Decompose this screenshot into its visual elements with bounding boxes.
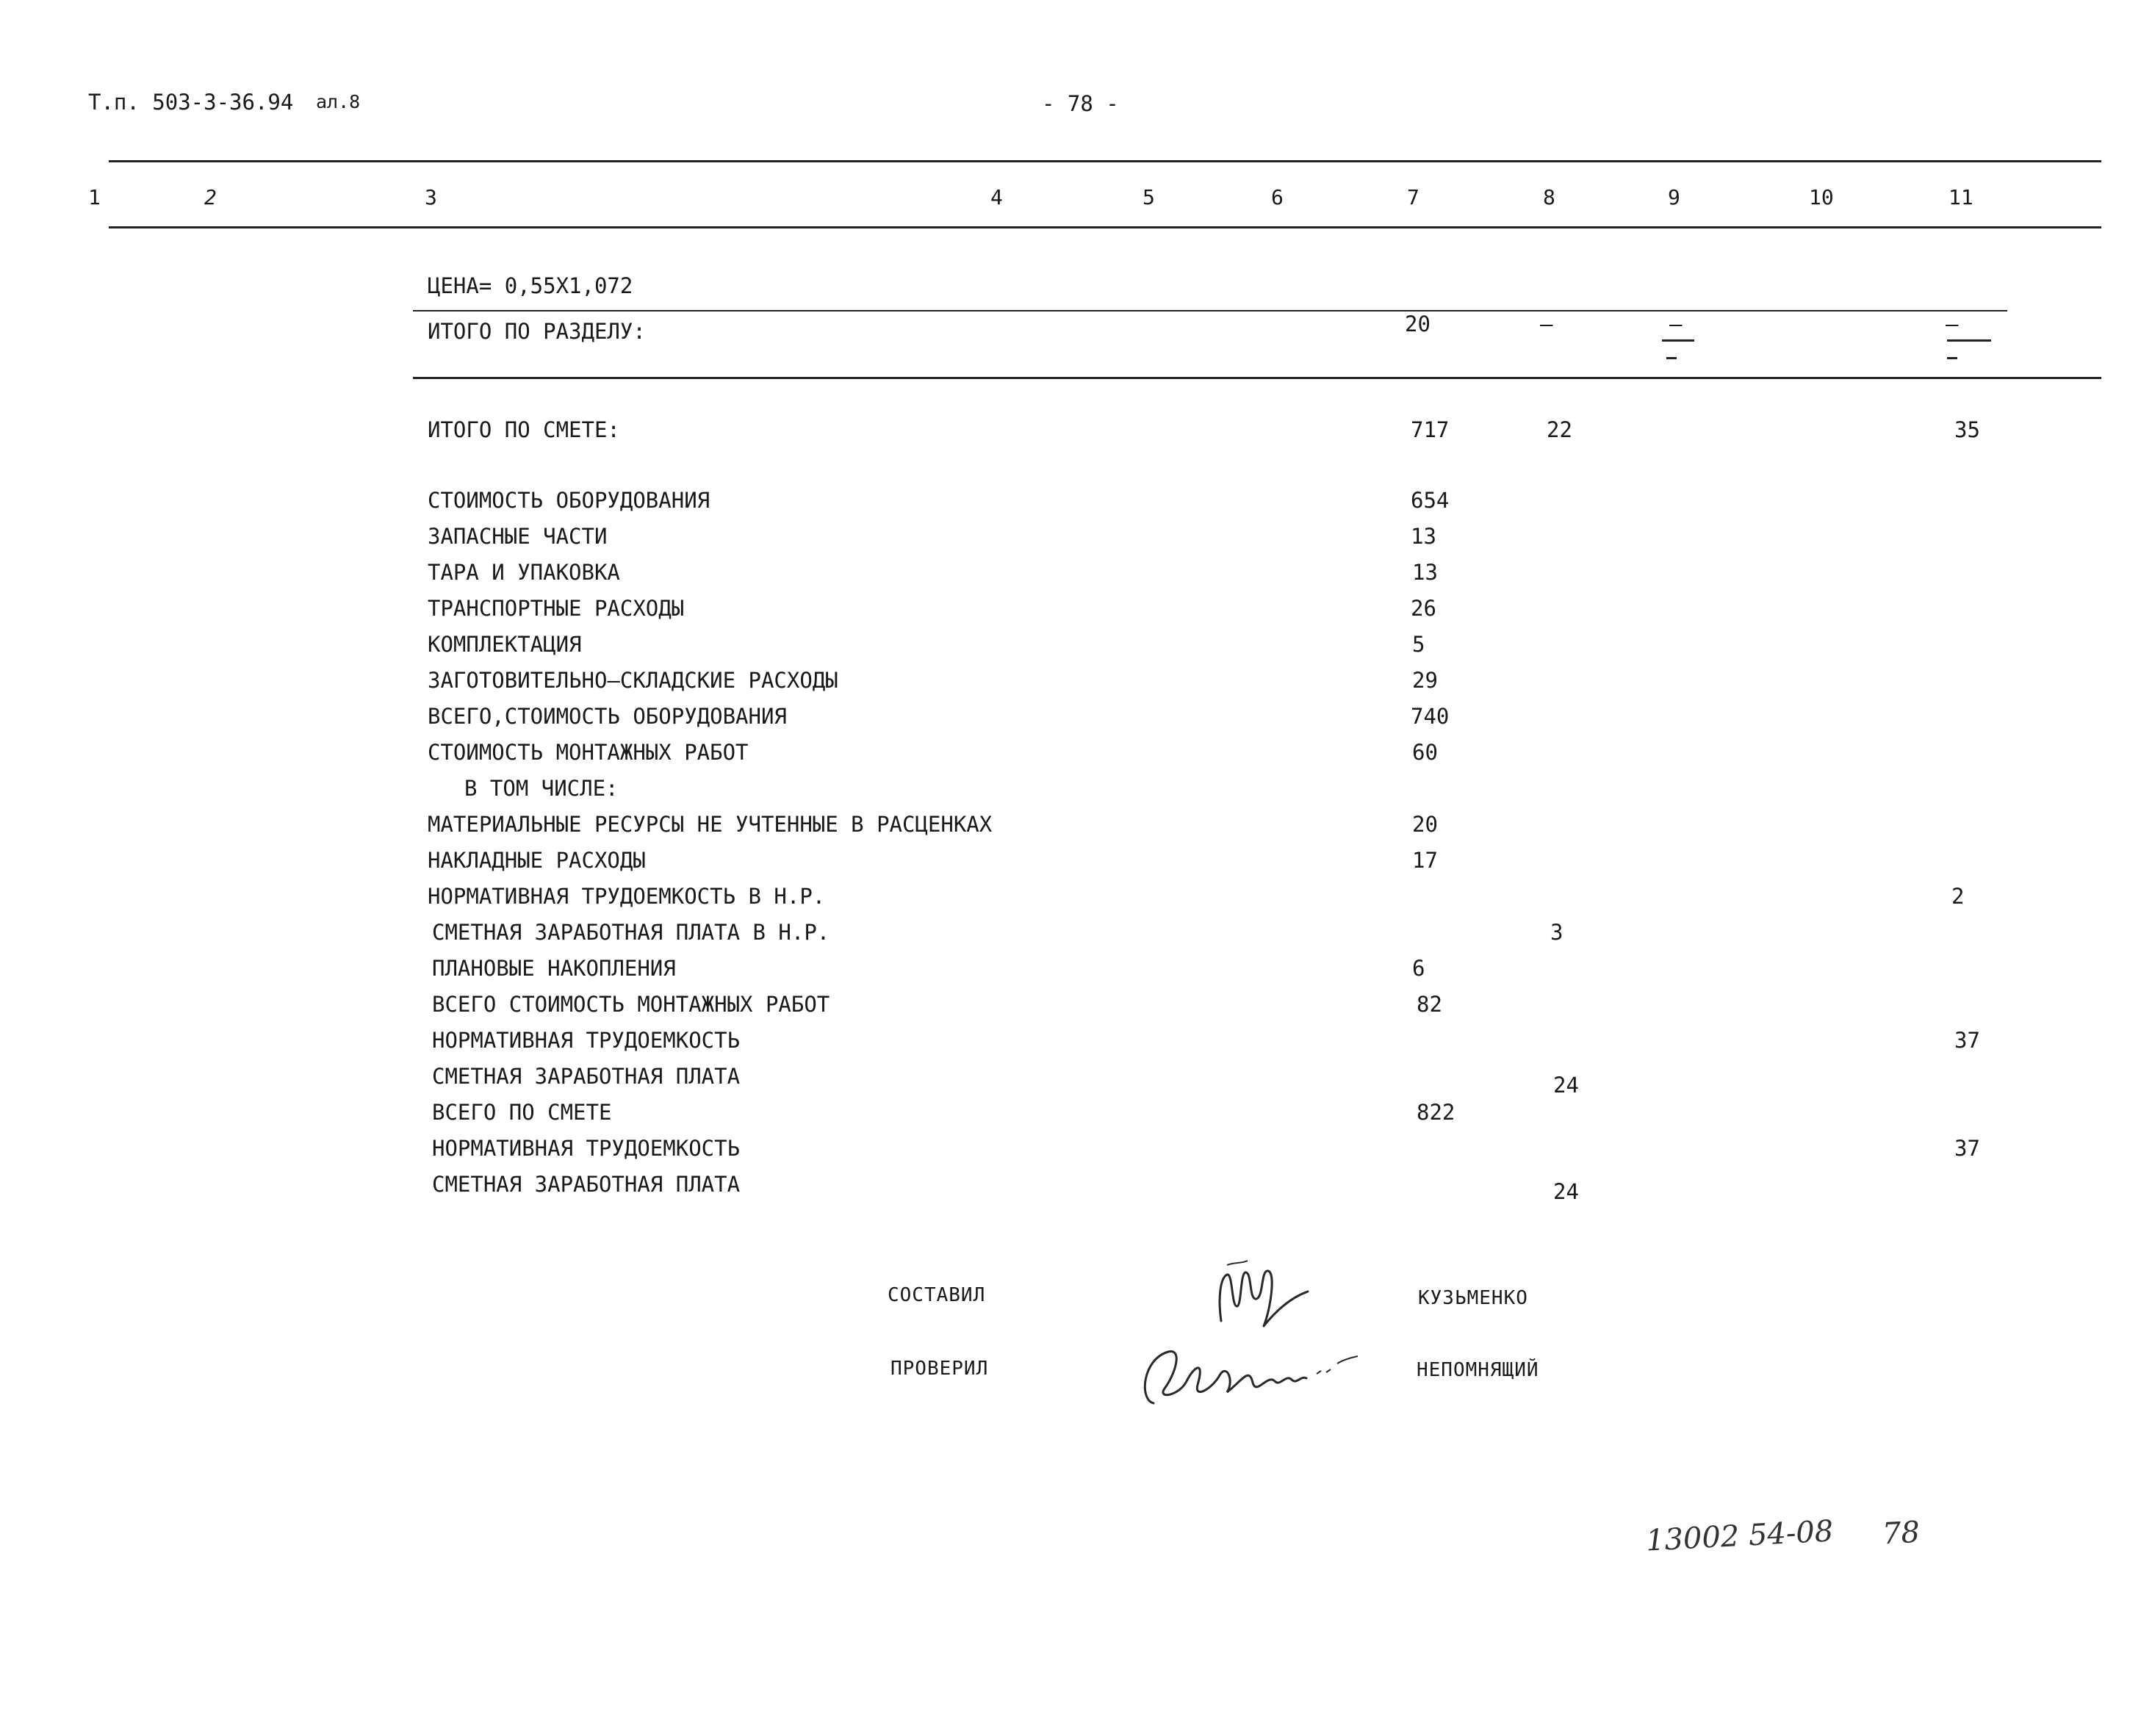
estimate-total-label: ИТОГО ПО СМЕТЕ: (428, 417, 620, 442)
column-number: 5 (1143, 185, 1155, 209)
compiled-by-label: СОСТАВИЛ (888, 1284, 986, 1306)
checked-by-name: НЕПОМНЯЩИЙ (1417, 1359, 1539, 1381)
table-top-rule (109, 160, 2101, 162)
row-col7: 29 (1412, 668, 1438, 693)
section-total-col9-dash (1666, 357, 1677, 359)
estimate-total-col7: 717 (1411, 417, 1450, 442)
archive-number: 13002 54-08 (1644, 1514, 1835, 1558)
row-col7: 17 (1412, 848, 1438, 873)
section-total-col11-mark (1947, 339, 1991, 342)
row-col7: 13 (1411, 524, 1436, 549)
checked-by-label: ПРОВЕРИЛ (890, 1358, 989, 1380)
column-number: 11 (1949, 185, 1973, 209)
table-row (0, 524, 2141, 559)
album-number: ал.8 (316, 91, 361, 112)
row-col7: 13 (1412, 560, 1438, 585)
table-row (0, 596, 2141, 631)
table-row (0, 992, 2141, 1027)
row-label: ВСЕГО СТОИМОСТЬ МОНТАЖНЫХ РАБОТ (432, 992, 830, 1017)
row-col11: 37 (1954, 1028, 1980, 1053)
page-number: - 78 - (1042, 91, 1119, 116)
table-row (0, 1064, 2141, 1099)
column-number: 6 (1271, 185, 1284, 209)
row-col8: 3 (1550, 920, 1564, 945)
row-col7: 6 (1412, 956, 1425, 981)
section-total-col8: – (1540, 311, 1553, 336)
row-col8: 24 (1553, 1179, 1579, 1204)
table-row (0, 812, 2141, 847)
table-row (0, 632, 2141, 667)
estimate-total-col8: 22 (1547, 417, 1572, 442)
row-label: ТРАНСПОРТНЫЕ РАСХОДЫ (428, 596, 685, 621)
table-row (0, 704, 2141, 739)
section-total-label: ИТОГО ПО РАЗДЕЛУ: (428, 319, 646, 344)
column-number: 3 (425, 185, 437, 209)
row-col11: 2 (1951, 884, 1965, 909)
row-col7: 60 (1412, 740, 1438, 765)
archive-sheet: 78 (1881, 1515, 1921, 1552)
row-label: МАТЕРИАЛЬНЫЕ РЕСУРСЫ НЕ УЧТЕННЫЕ В РАСЦЕНКАХ (428, 812, 993, 837)
table-row (0, 956, 2141, 991)
row-label: СТОИМОСТЬ ОБОРУДОВАНИЯ (428, 488, 710, 513)
table-row (0, 560, 2141, 595)
table-row (0, 488, 2141, 523)
column-number: 1 (88, 185, 101, 209)
row-label: СМЕТНАЯ ЗАРАБОТНАЯ ПЛАТА В Н.Р. (432, 920, 830, 945)
column-number: 8 (1543, 185, 1555, 209)
table-row (0, 776, 2141, 811)
table-row (0, 1136, 2141, 1171)
section-total-col11-dash (1947, 357, 1957, 359)
row-label: НОРМАТИВНАЯ ТРУДОЕМКОСТЬ (432, 1136, 741, 1161)
table-row (0, 1100, 2141, 1135)
row-label: ПЛАНОВЫЕ НАКОПЛЕНИЯ (432, 956, 676, 981)
row-col7: 822 (1417, 1100, 1455, 1125)
row-col7: 654 (1411, 488, 1450, 513)
row-label: НОРМАТИВНАЯ ТРУДОЕМКОСТЬ В Н.Р. (428, 884, 826, 909)
row-col7: 82 (1417, 992, 1442, 1017)
row-label: СТОИМОСТЬ МОНТАЖНЫХ РАБОТ (428, 740, 749, 765)
table-row (0, 668, 2141, 703)
price-formula: ЦЕНА= 0,55Х1,072 (428, 273, 633, 298)
row-col7: 5 (1412, 632, 1425, 657)
row-label: ТАРА И УПАКОВКА (428, 560, 620, 585)
column-number: 9 (1668, 185, 1680, 209)
column-number: 4 (990, 185, 1003, 209)
table-row (0, 920, 2141, 955)
row-col7: 740 (1411, 704, 1450, 729)
row-label: ВСЕГО,СТОИМОСТЬ ОБОРУДОВАНИЯ (428, 704, 787, 729)
table-row (0, 848, 2141, 883)
row-label: НОРМАТИВНАЯ ТРУДОЕМКОСТЬ (432, 1028, 741, 1053)
row-label: В ТОМ ЧИСЛЕ: (464, 776, 619, 801)
section-total-col7: 20 (1405, 311, 1431, 336)
row-col7: 20 (1412, 812, 1438, 837)
table-row (0, 1172, 2141, 1207)
row-col7: 26 (1411, 596, 1436, 621)
table-row (0, 1028, 2141, 1063)
row-col8: 24 (1553, 1073, 1579, 1098)
price-rule (413, 310, 2007, 311)
row-label: ЗАГОТОВИТЕЛЬНО–СКЛАДСКИЕ РАСХОДЫ (428, 668, 838, 693)
section-total-col9: – (1669, 311, 1683, 336)
section-bottom-rule (413, 377, 2101, 379)
compiled-by-name: КУЗЬМЕНКО (1418, 1287, 1528, 1309)
section-total-col9-mark (1662, 339, 1694, 342)
column-header-rule (109, 226, 2101, 228)
table-row (0, 884, 2141, 919)
row-col11: 37 (1954, 1136, 1980, 1161)
section-total-col11: – (1946, 311, 1959, 336)
row-label: КОМПЛЕКТАЦИЯ (428, 632, 582, 657)
column-number: 2 (204, 185, 217, 209)
row-label: ЗАПАСНЫЕ ЧАСТИ (428, 524, 608, 549)
row-label: СМЕТНАЯ ЗАРАБОТНАЯ ПЛАТА (432, 1172, 741, 1197)
signature-checked-icon (1124, 1330, 1359, 1418)
estimate-total-col11: 35 (1954, 417, 1980, 442)
row-label: ВСЕГО ПО СМЕТЕ (432, 1100, 612, 1125)
document-reference: Т.п. 503-3-36.94 (88, 90, 294, 115)
row-label: СМЕТНАЯ ЗАРАБОТНАЯ ПЛАТА (432, 1064, 741, 1089)
table-row (0, 740, 2141, 775)
row-label: НАКЛАДНЫЕ РАСХОДЫ (428, 848, 646, 873)
column-number: 10 (1809, 185, 1834, 209)
column-number: 7 (1407, 185, 1419, 209)
